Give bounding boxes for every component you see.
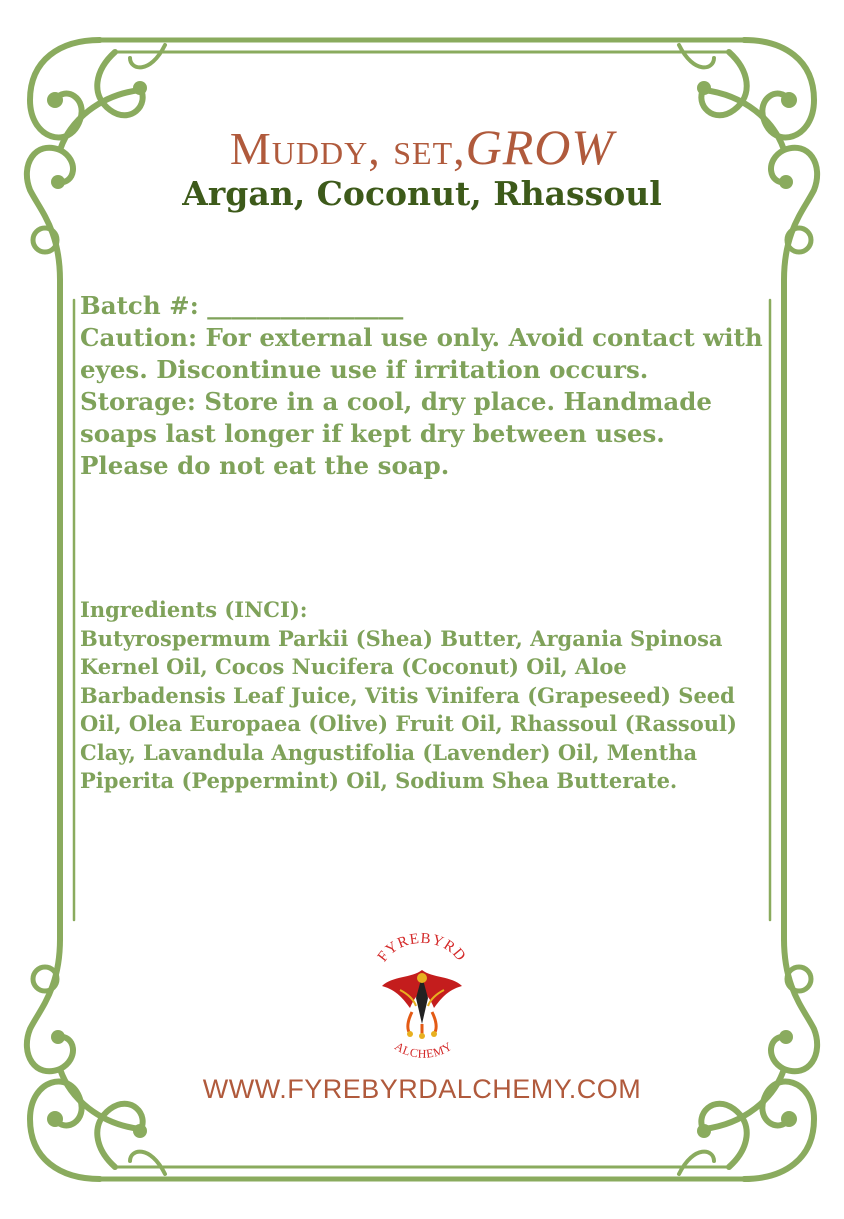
logo-bottom-text: ALCHEMY (392, 1038, 455, 1061)
ingredients-list: Butyrospermum Parkii (Shea) Butter, Argania Spinosa Kernel Oil, Cocos Nucifera (Coconut) Oil, Aloe Barbadensis Leaf Juice, Vitis Vinifera (Grapeseed) Seed Oil, Olea Europaea (Olive) Fruit Oil, Rhassoul (Rassoul) Clay, Lavandula Angustifolia (Lavender) Oil, Mentha Piperita (Peppermint) Oil, Sodium Shea Butterate. (80, 625, 737, 793)
title-part1: Muddy, set, (229, 123, 466, 174)
svg-text:ALCHEMY (392, 1039, 454, 1061)
product-subtitle: Argan, Coconut, Rhassoul (182, 174, 662, 213)
website-link[interactable]: WWW.FYREBYRDALCHEMY.COM (202, 1074, 642, 1104)
ingredients-block (80, 596, 770, 796)
batch-line: Batch #: ________________ (80, 291, 404, 320)
caution-text: Caution: For external use only. Avoid contact with eyes. Discontinue use if irritation occurs. (80, 323, 763, 384)
storage-text: Storage: Store in a cool, dry place. Handmade soaps last longer if kept dry between uses. (80, 387, 712, 448)
phoenix-icon (382, 970, 462, 1039)
note-text: Please do not eat the soap. (80, 451, 450, 480)
ingredients-heading: Ingredients (INCI): (80, 597, 308, 622)
caution-block (80, 290, 770, 482)
logo-top-text: FYREBYRD (374, 930, 469, 965)
product-title (0, 118, 844, 176)
svg-text:FYREBYRD (375, 931, 469, 965)
fyrebyrd-logo (372, 928, 472, 1068)
title-part2: GROW (465, 119, 615, 175)
